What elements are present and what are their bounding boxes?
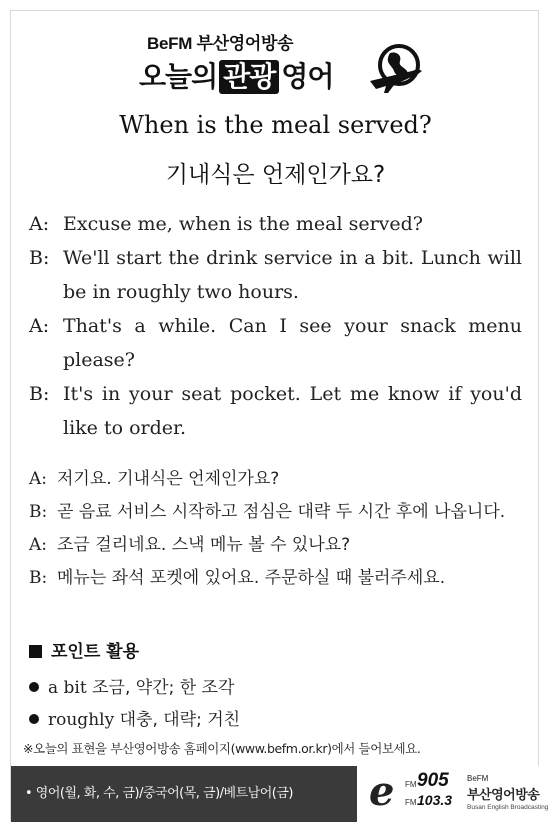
dialog-text: 조금 걸리네요. 스낵 메뉴 볼 수 있나요? bbox=[57, 535, 351, 555]
dialog-text: 저기요. 기내식은 언제인가요? bbox=[57, 469, 280, 489]
dialog-text: 곧 음료 서비스 시작하고 점심은 대략 두 시간 후에 나옵니다. bbox=[57, 502, 506, 522]
station-label: BeFM 부산영어방송 bbox=[147, 34, 294, 53]
station-name: 부산영어방송 bbox=[467, 788, 540, 803]
speaker-label: A: bbox=[29, 315, 50, 337]
frequency-primary: 905 bbox=[417, 770, 449, 791]
fm-label: FM bbox=[405, 798, 417, 807]
speaker-label: B: bbox=[29, 502, 48, 522]
bullet-icon bbox=[29, 714, 39, 724]
dialog-text: It's in your seat pocket. Let me know if you'd like to order. bbox=[63, 383, 522, 439]
speaker-label: B: bbox=[29, 383, 50, 405]
dialog-text: Excuse me, when is the meal served? bbox=[63, 213, 423, 235]
program-logo bbox=[11, 29, 540, 107]
dialog-line bbox=[11, 529, 540, 562]
dialog-line bbox=[11, 309, 540, 377]
frequency-secondary: 103.3 bbox=[417, 792, 453, 808]
point-item bbox=[29, 673, 234, 698]
dialog-line bbox=[11, 377, 540, 445]
points-heading bbox=[29, 637, 139, 662]
dialog-line bbox=[11, 207, 540, 241]
program-title-part2: 영어 bbox=[281, 60, 334, 93]
title-korean: 기내식은 언제인가요? bbox=[165, 162, 386, 188]
logo-e-glyph: e bbox=[369, 768, 395, 815]
point-meaning: 조금, 약간; 한 조각 bbox=[92, 678, 235, 698]
bullet-icon bbox=[29, 682, 39, 692]
point-term: roughly bbox=[48, 710, 115, 730]
dialog-text: 메뉴는 좌석 포켓에 있어요. 주문하실 때 불러주세요. bbox=[57, 568, 446, 588]
station-logo bbox=[357, 766, 549, 822]
title-english: When is the meal served? bbox=[119, 111, 432, 139]
point-term: a bit bbox=[48, 678, 87, 698]
speaker-label: B: bbox=[29, 247, 50, 269]
broadcast-schedule: • 영어(월, 화, 수, 금)/중국어(목, 금)/베트남어(금) bbox=[11, 766, 357, 822]
website-note: ※오늘의 표현을 부산영어방송 홈페이지(www.befm.or.kr)에서 들어보세요. bbox=[23, 741, 421, 756]
point-item bbox=[29, 705, 240, 730]
dialog-korean bbox=[11, 463, 540, 595]
dialog-english bbox=[11, 207, 540, 445]
befm-label: BeFM bbox=[467, 774, 489, 783]
points-heading-text: 포인트 활용 bbox=[51, 642, 140, 662]
dialog-line bbox=[11, 463, 540, 496]
fm-label: FM bbox=[405, 780, 417, 789]
program-title bbox=[139, 55, 333, 95]
station-subtitle: Busan English Broadcasting bbox=[467, 804, 549, 811]
speaker-label: A: bbox=[29, 213, 50, 235]
article-card bbox=[10, 10, 549, 821]
program-title-part1: 오늘의 bbox=[139, 60, 218, 93]
speaker-label: B: bbox=[29, 568, 48, 588]
dialog-line bbox=[11, 241, 540, 309]
globe-airplane-icon bbox=[366, 41, 428, 95]
program-title-boxed: 관광 bbox=[219, 60, 279, 94]
speaker-label: A: bbox=[29, 469, 48, 489]
square-bullet-icon bbox=[29, 645, 42, 658]
point-meaning: 대충, 대략; 거친 bbox=[119, 710, 241, 730]
dialog-text: We'll start the drink service in a bit. Lunch will be in roughly two hours. bbox=[63, 247, 522, 303]
dialog-line bbox=[11, 496, 540, 529]
dialog-line bbox=[11, 562, 540, 595]
speaker-label: A: bbox=[29, 535, 48, 555]
dialog-text: That's a while. Can I see your snack menu please? bbox=[63, 315, 522, 371]
footer-bar bbox=[11, 766, 549, 822]
